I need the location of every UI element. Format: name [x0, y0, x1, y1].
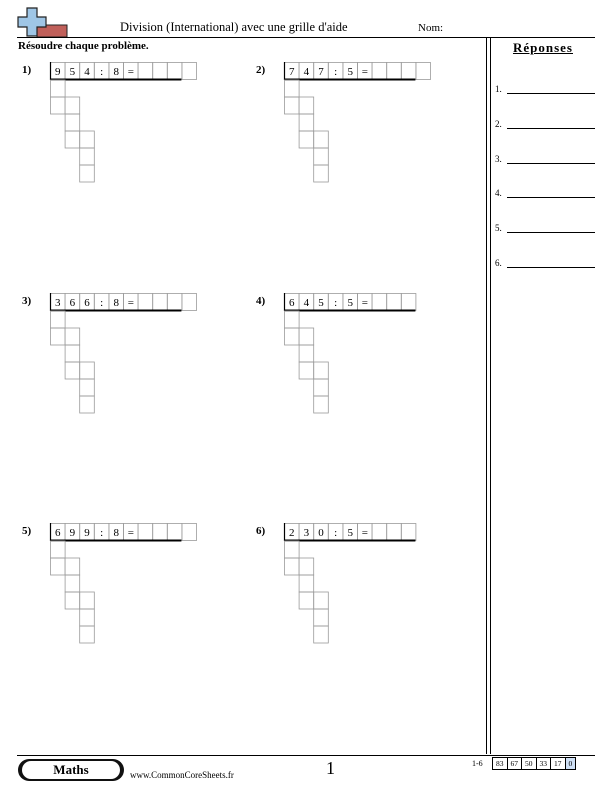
- answer-line[interactable]: [495, 219, 595, 233]
- grid-cell[interactable]: [138, 524, 153, 541]
- work-cell[interactable]: [299, 592, 314, 609]
- footer-divider: [17, 755, 595, 756]
- division-grid: [50, 293, 198, 428]
- work-cell[interactable]: [51, 97, 66, 114]
- work-cell[interactable]: [314, 148, 329, 165]
- grid-cell-value: 9: [69, 527, 76, 539]
- score-cell: 17: [550, 757, 566, 770]
- work-cell[interactable]: [285, 541, 300, 558]
- work-cell[interactable]: [285, 80, 300, 97]
- grid-cell-value: :: [100, 66, 104, 78]
- grid-cell-value: 2: [289, 527, 295, 539]
- work-cell[interactable]: [314, 131, 329, 148]
- answer-line[interactable]: [495, 115, 595, 129]
- grid-cell[interactable]: [416, 63, 431, 80]
- grid-cell-value: =: [127, 297, 134, 309]
- problem-number: 1): [22, 64, 32, 76]
- answer-number: 6.: [495, 258, 502, 268]
- grid-cell-value: 4: [303, 66, 310, 78]
- work-cell[interactable]: [80, 626, 95, 643]
- answer-number: 4.: [495, 188, 502, 198]
- division-grid: [284, 293, 417, 428]
- work-cell[interactable]: [65, 131, 80, 148]
- answer-number: 1.: [495, 84, 502, 94]
- grid-cell-value: :: [100, 527, 104, 539]
- grid-cell[interactable]: [372, 524, 387, 541]
- page-number: 1: [326, 758, 335, 778]
- work-cell[interactable]: [314, 609, 329, 626]
- grid-cell[interactable]: [182, 63, 197, 80]
- grid-cell[interactable]: [182, 294, 197, 311]
- work-cell[interactable]: [51, 328, 66, 345]
- grid-cell-value: =: [361, 297, 368, 309]
- grid-cell-value: :: [334, 297, 338, 309]
- answer-line[interactable]: [495, 80, 595, 94]
- work-cell[interactable]: [80, 165, 95, 182]
- work-cell[interactable]: [299, 362, 314, 379]
- work-cell[interactable]: [299, 131, 314, 148]
- division-grid: [284, 523, 417, 658]
- work-cell[interactable]: [80, 592, 95, 609]
- work-cell[interactable]: [299, 345, 314, 362]
- answer-blank: [507, 163, 595, 164]
- grid-cell[interactable]: [387, 63, 402, 80]
- grid-cell-value: 6: [55, 527, 61, 539]
- page-title: Division (International) avec une grille d'aide: [120, 20, 348, 34]
- work-cell[interactable]: [285, 558, 300, 575]
- grid-cell-value: 5: [347, 66, 353, 78]
- work-cell[interactable]: [285, 328, 300, 345]
- grid-cell-value: =: [127, 527, 134, 539]
- work-cell[interactable]: [65, 575, 80, 592]
- score-cell: 50: [521, 757, 537, 770]
- grid-cell[interactable]: [372, 294, 387, 311]
- work-cell[interactable]: [65, 345, 80, 362]
- work-cell[interactable]: [299, 575, 314, 592]
- grid-cell[interactable]: [167, 524, 182, 541]
- grid-cell-value: 6: [69, 297, 76, 309]
- score-cell: 0: [565, 757, 577, 770]
- work-cell[interactable]: [285, 311, 300, 328]
- instructions: Résoudre chaque problème.: [18, 40, 149, 52]
- header-divider: [17, 37, 595, 38]
- work-cell[interactable]: [65, 362, 80, 379]
- grid-cell[interactable]: [372, 63, 387, 80]
- grid-cell-value: =: [361, 527, 368, 539]
- work-cell[interactable]: [314, 379, 329, 396]
- answer-number: 5.: [495, 223, 502, 233]
- grid-cell-value: 7: [318, 66, 324, 78]
- answer-blank: [507, 267, 595, 268]
- work-cell[interactable]: [80, 148, 95, 165]
- work-cell[interactable]: [65, 592, 80, 609]
- grid-cell-value: 6: [84, 297, 90, 309]
- score-table: [493, 757, 576, 768]
- answer-number: 3.: [495, 154, 502, 164]
- grid-cell[interactable]: [138, 294, 153, 311]
- grid-cell-value: 6: [289, 297, 295, 309]
- work-cell[interactable]: [65, 328, 80, 345]
- answer-blank: [507, 232, 595, 233]
- grid-cell-value: 9: [84, 527, 90, 539]
- work-cell[interactable]: [65, 97, 80, 114]
- work-cell[interactable]: [51, 541, 66, 558]
- division-grid: [50, 523, 198, 658]
- grid-cell-value: 7: [289, 66, 295, 78]
- work-cell[interactable]: [51, 558, 66, 575]
- work-cell[interactable]: [285, 97, 300, 114]
- grid-cell[interactable]: [387, 294, 402, 311]
- grid-cell-value: 5: [318, 297, 324, 309]
- problem-number: 6): [256, 525, 266, 537]
- grid-cell-value: :: [334, 66, 338, 78]
- brand-label: Maths: [22, 761, 120, 779]
- work-cell[interactable]: [51, 80, 66, 97]
- grid-cell[interactable]: [401, 524, 416, 541]
- work-cell[interactable]: [314, 165, 329, 182]
- work-cell[interactable]: [314, 592, 329, 609]
- work-cell[interactable]: [65, 114, 80, 131]
- work-cell[interactable]: [80, 609, 95, 626]
- grid-cell[interactable]: [401, 63, 416, 80]
- problem-number: 2): [256, 64, 266, 76]
- division-grid: [284, 62, 432, 197]
- grid-cell[interactable]: [182, 524, 197, 541]
- score-cell: 67: [507, 757, 523, 770]
- work-cell[interactable]: [65, 558, 80, 575]
- grid-cell[interactable]: [138, 63, 153, 80]
- work-cell[interactable]: [314, 396, 329, 413]
- logo-icon: [17, 6, 69, 38]
- work-cell[interactable]: [80, 362, 95, 379]
- work-cell[interactable]: [299, 97, 314, 114]
- grid-cell-value: 4: [84, 66, 90, 78]
- grid-cell-value: 8: [113, 527, 119, 539]
- grid-cell-value: 8: [113, 297, 119, 309]
- score-cell: 83: [492, 757, 508, 770]
- column-divider: [490, 38, 491, 754]
- grid-cell-value: 5: [347, 527, 353, 539]
- grid-cell-value: =: [127, 66, 134, 78]
- answer-line[interactable]: [495, 184, 595, 198]
- score-range: 1-6: [472, 759, 483, 768]
- work-cell[interactable]: [80, 131, 95, 148]
- work-cell[interactable]: [314, 626, 329, 643]
- grid-cell-value: :: [100, 297, 104, 309]
- grid-cell-value: 8: [113, 66, 119, 78]
- grid-cell-value: 4: [303, 297, 310, 309]
- grid-cell-value: 5: [347, 297, 353, 309]
- work-cell[interactable]: [299, 114, 314, 131]
- problem-number: 4): [256, 295, 266, 307]
- work-cell[interactable]: [299, 558, 314, 575]
- grid-cell[interactable]: [387, 524, 402, 541]
- work-cell[interactable]: [80, 396, 95, 413]
- grid-cell[interactable]: [167, 294, 182, 311]
- grid-cell-value: 3: [55, 297, 61, 309]
- name-label: Nom:: [418, 22, 444, 34]
- grid-cell-value: 9: [55, 66, 61, 78]
- answer-number: 2.: [495, 119, 502, 129]
- answer-blank: [507, 128, 595, 129]
- answer-blank: [507, 93, 595, 94]
- work-cell[interactable]: [80, 379, 95, 396]
- work-cell[interactable]: [51, 311, 66, 328]
- score-cell: 33: [536, 757, 552, 770]
- answers-title: Réponses: [512, 40, 573, 55]
- answer-line[interactable]: [495, 254, 595, 268]
- grid-cell-value: 5: [69, 66, 76, 78]
- work-cell[interactable]: [299, 328, 314, 345]
- grid-cell-value: 0: [318, 527, 324, 539]
- grid-cell[interactable]: [401, 294, 416, 311]
- grid-cell-value: 3: [303, 527, 310, 539]
- grid-cell[interactable]: [167, 63, 182, 80]
- grid-cell-value: :: [334, 527, 338, 539]
- work-cell[interactable]: [314, 362, 329, 379]
- division-grid: [50, 62, 198, 197]
- grid-cell-value: =: [361, 66, 368, 78]
- grid-cell[interactable]: [153, 294, 168, 311]
- problem-number: 5): [22, 525, 32, 537]
- grid-cell[interactable]: [153, 63, 168, 80]
- problem-number: 3): [22, 295, 32, 307]
- answer-line[interactable]: [495, 150, 595, 164]
- grid-cell[interactable]: [153, 524, 168, 541]
- site-url: www.CommonCoreSheets.fr: [130, 770, 234, 780]
- column-divider: [486, 38, 487, 754]
- answer-blank: [507, 197, 595, 198]
